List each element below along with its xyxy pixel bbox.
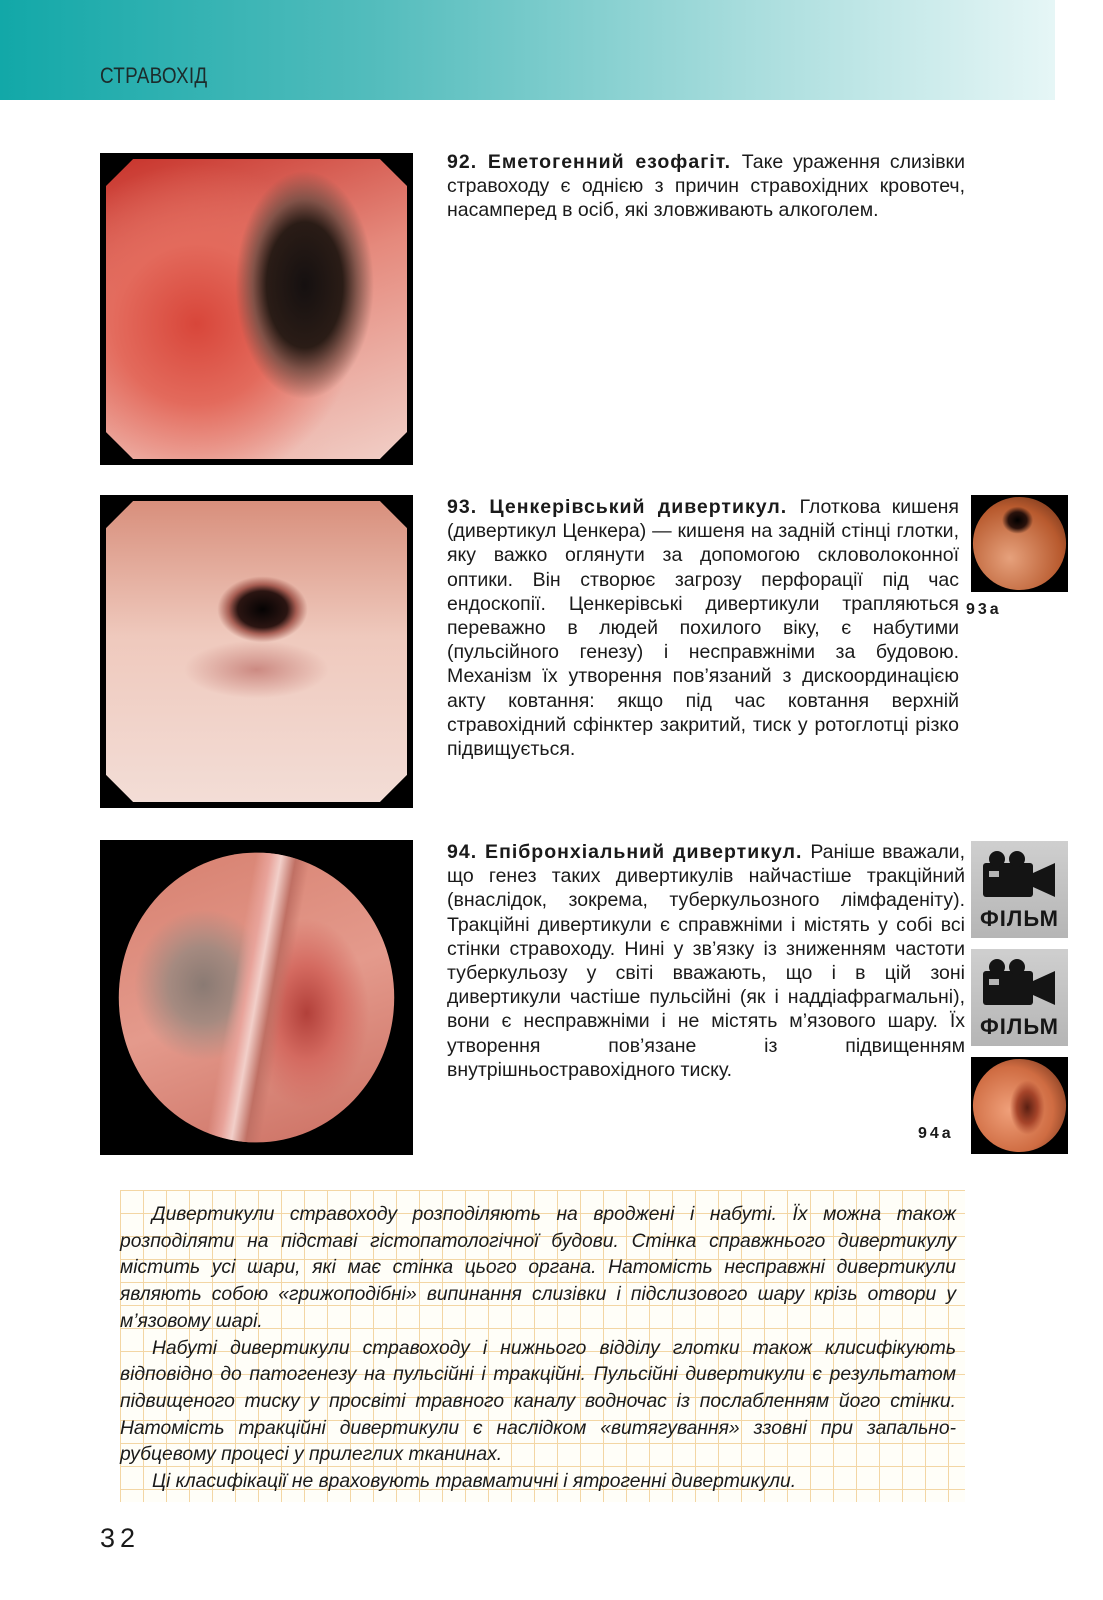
entry-94-title: 94. Епібронхіальний дивертикул.: [447, 841, 811, 863]
film-button-1[interactable]: [971, 841, 1068, 938]
entry-93: [447, 495, 959, 761]
entry-93-title: 93. Ценкерівський дивертикул.: [447, 496, 800, 518]
note-paragraph-3: Ці класифікації не враховують травматичні і ятрогенні дивертикули.: [152, 1471, 797, 1493]
endoscopy-view-92: [106, 159, 407, 459]
endoscopy-photo-92: [100, 153, 413, 465]
entry-94: [447, 840, 965, 1082]
thumbnail-93a-view: [971, 495, 1068, 592]
section-title: СТРАВОХІД: [100, 63, 208, 88]
note-paragraph-1: Дивертикули стравоходу розподіляють на вроджені і набуті. Їх можна також розподіляти на підставі гістопатологічної будови. Стінка справжнього дивертикулу містить усі шари, які має стінка цього органа. Натомість несправжні дивертикули являють собою «грижоподібні» випинання слизівки і підслизового шару крізь отвори у м’язовому шарі.: [120, 1204, 956, 1332]
entry-92-body: Таке ураження слизівки стравоходу є однією з причин стравохідних кровотеч, насамперед в осіб, які зловживають алкоголем.: [447, 151, 965, 222]
endoscopy-photo-94: [100, 840, 413, 1155]
note-text: [120, 1202, 956, 1496]
entry-92: [447, 150, 965, 223]
note-paragraph-2: Набуті дивертикули стравоходу і нижнього відділу глотки також клисифікують відповідно до патогенезу на пульсійні і тракційні. Пульсійні дивертикули є результатом підвищеного тиску у просвіті травного каналу водночас із послабленням його стінки. Натомість тракційні дивертикули є наслідком «витягування» ззовні при запально-рубцевому процесі у прилеглих тканинах.: [120, 1337, 956, 1466]
film-label-2: ФІЛЬМ: [980, 1014, 1059, 1039]
page-number: 32: [100, 1523, 141, 1553]
endoscopy-view-93: [106, 501, 407, 802]
thumbnail-94a[interactable]: [971, 1057, 1068, 1154]
endoscopy-photo-93: [100, 495, 413, 808]
video-camera-icon: [979, 849, 1060, 905]
thumbnail-93a-caption: 93а: [966, 601, 1002, 618]
film-label-1: ФІЛЬМ: [980, 906, 1059, 931]
endoscopy-view-94: [100, 840, 413, 1155]
entry-94-body: Раніше вважали, що генез таких дивертикулів найчастіше тракційний (внаслідок, зокрема, туберкульозного лімфаденіту). Тракційні дивертикули є справжніми і містять у собі всі стінки стравоходу. Нині у зв’язку із зниженням частоти туберкульозу у світі вважають, що і в цій зоні дивертикули частіше пульсійні (як і наддіафрагмальні), вони є несправжніми і не містять м’язового шару. Їх утворення пов’язане із підвищенням внутрішньостравохідного тиску.: [447, 841, 965, 1081]
film-button-2[interactable]: [971, 949, 1068, 1046]
video-camera-icon: [979, 957, 1060, 1013]
thumbnail-94a-view: [971, 1057, 1068, 1154]
thumbnail-93a[interactable]: [971, 495, 1068, 592]
thumbnail-94a-caption: 94а: [918, 1125, 954, 1142]
entry-92-title: 92. Еметогенний езофагіт.: [447, 151, 742, 173]
entry-93-body: Глоткова кишеня (дивертикул Ценкера) — кишеня на задній стінці глотки, яку важко оглянути за допомогою скловолоконної оптики. Він створює загрозу перфорації під час ендоскопії. Ценкерівські дивертикули трапляються переважно в людей похилого віку, є набутими (пульсійного генезу) і несправжніми за будовою. Механізм їх утворення пов’язаний з дискоординацією акту ковтання: якщо під час ковтання верхній стравохідний сфінктер закритий, тиск у ротоглотці різко підвищується.: [447, 496, 959, 761]
